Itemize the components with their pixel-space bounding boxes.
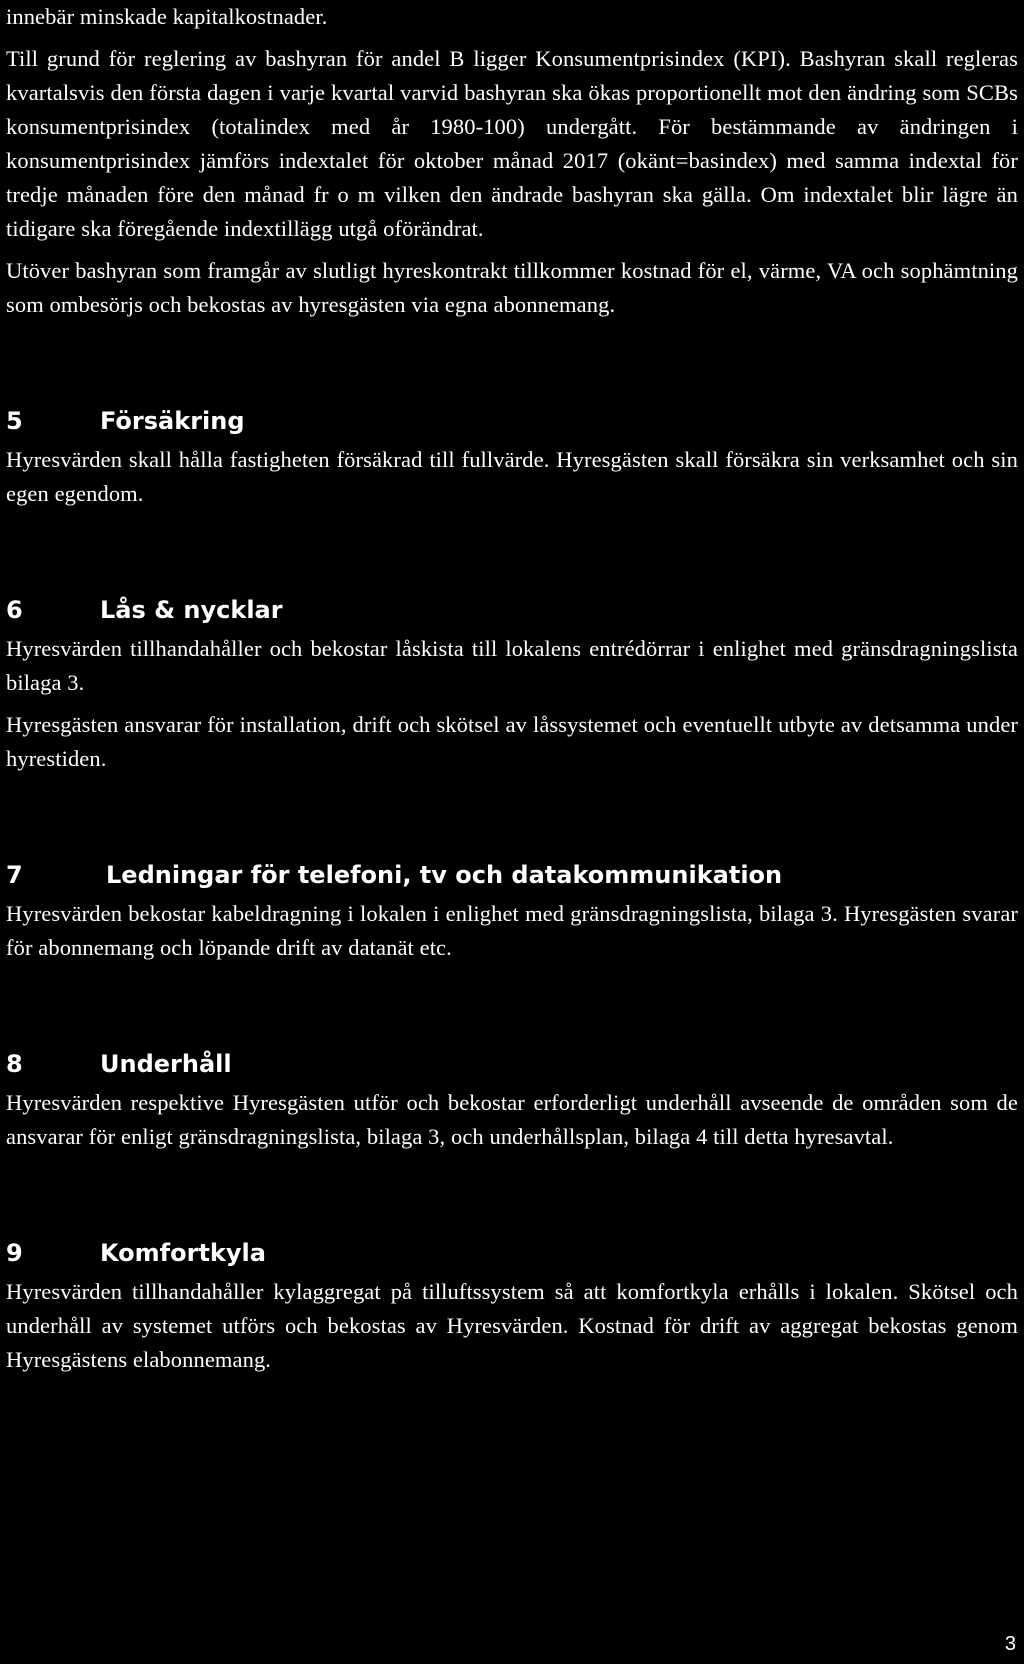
section-title: Ledningar för telefoni, tv och datakommunikation [106, 861, 783, 889]
section-telecom-cabling [6, 858, 1018, 965]
section-paragraph: Hyresvärden respektive Hyresgästen utför och bekostar erforderligt underhåll avseende de områden som de ansvarar för enligt gränsdragningslista, bilaga 3, och underhållsplan, bilaga 4 till detta hyresavtal. [6, 1090, 1018, 1149]
section-heading [6, 858, 1018, 892]
section-number: 6 [6, 596, 23, 624]
section-number: 8 [6, 1050, 23, 1078]
section-maintenance [6, 1047, 1018, 1154]
paragraph-kpi-regulation: Till grund för reglering av bashyran för andel B ligger Konsumentprisindex (KPI). Bashyran skall regleras kvartalsvis den första dagen i varje kvartal varvid bashyran ska ökas proportionellt mot den ändring som SCBs konsumentprisindex (totalindex med år 1980-100) undergått. För bestämmande av ändringen i konsumentprisindex jämförs indextalet för oktober månad 2017 (okänt=basindex) med samma indextal för tredje månaden före den månad fr o m vilken den ändrade bashyran ska gälla. Om indextalet blir lägre än tidigare ska föregående indextillägg utgå oförändrat. [6, 46, 1018, 241]
section-insurance [6, 404, 1018, 511]
section-heading [6, 593, 1018, 627]
section-number: 9 [6, 1239, 23, 1267]
section-paragraph: Hyresvärden tillhandahåller kylaggregat på tilluftssystem så att komfortkyla erhålls i lokalen. Skötsel och underhåll av systemet utförs och bekostas av Hyresvärden. Kostnad för drift av aggregat bekostas genom Hyresgästens elabonnemang. [6, 1279, 1018, 1372]
page-number: 3 [1004, 1633, 1016, 1655]
section-paragraph: Hyresvärden tillhandahåller och bekostar låskista till lokalens entrédörrar i enlighet med gränsdragningslista bilaga 3. [6, 636, 1018, 695]
section-paragraph: Hyresgästen ansvarar för installation, drift och skötsel av låssystemet och eventuellt utbyte av detsamma under hyrestiden. [6, 712, 1018, 771]
section-comfort-cooling [6, 1236, 1018, 1377]
section-paragraph: Hyresvärden skall hålla fastigheten försäkrad till fullvärde. Hyresgästen skall försäkra sin verksamhet och sin egen egendom. [6, 447, 1018, 506]
section-title: Försäkring [100, 407, 245, 435]
section-heading [6, 404, 1018, 438]
paragraph-capital-costs: innebär minskade kapitalkostnader. [6, 4, 328, 29]
document-page [6, 0, 1018, 1377]
section-title: Komfortkyla [100, 1239, 266, 1267]
section-number: 7 [6, 861, 23, 889]
section-heading [6, 1236, 1018, 1270]
section-number: 5 [6, 407, 23, 435]
section-title: Lås & nycklar [100, 596, 283, 624]
section-heading [6, 1047, 1018, 1081]
section-title: Underhåll [100, 1050, 232, 1078]
section-locks-keys [6, 593, 1018, 776]
paragraph-additional-costs: Utöver bashyran som framgår av slutligt hyreskontrakt tillkommer kostnad för el, värme, VA och sophämtning som ombesörjs och bekostas av hyresgästen via egna abonnemang. [6, 258, 1018, 317]
section-paragraph: Hyresvärden bekostar kabeldragning i lokalen i enlighet med gränsdragningslista, bilaga 3. Hyresgästen svarar för abonnemang och löpande drift av datanät etc. [6, 901, 1018, 960]
